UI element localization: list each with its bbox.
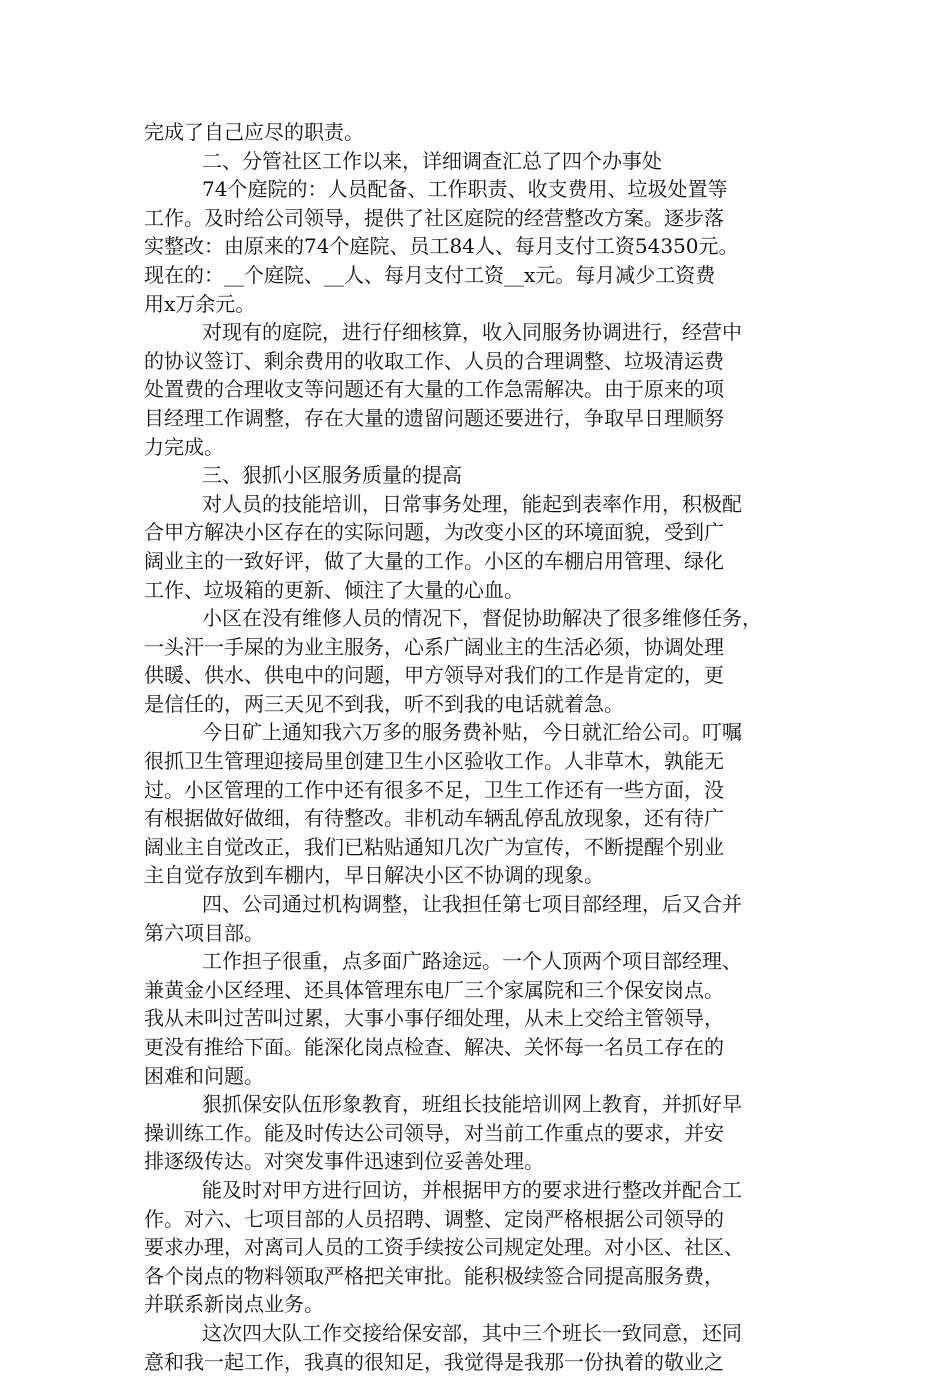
text-line: 今日矿上通知我六万多的服务费补贴，今日就汇给公司。叮嘱 (202, 720, 742, 745)
text-line: 二、分管社区工作以来，详细调查汇总了四个办事处 (202, 148, 662, 173)
paragraph (144, 1176, 808, 1319)
text-line: 有根据做好做细，有待整改。非机动车辆乱停乱放现象，还有待广 (144, 806, 724, 831)
text-line: 对现有的庭院，进行仔细核算，收入同服务协调进行，经营中 (202, 320, 742, 345)
text-line: 阔业主自觉改正，我们已粘贴通知几次广为宣传，不断提醒个别业 (144, 834, 724, 859)
text-line: 并联系新岗点业务。 (144, 1292, 324, 1317)
text-line: 阔业主的一致好评，做了大量的工作。小区的车棚启用管理、绿化 (144, 548, 724, 573)
text-line: 操训练工作。能及时传达公司领导，对当前工作重点的要求，并安 (144, 1120, 724, 1145)
paragraph (144, 1319, 808, 1376)
text-line: 主自觉存放到车棚内，早日解决小区不协调的现象。 (144, 863, 604, 888)
paragraph (144, 461, 808, 490)
text-line: 排逐级传达。对突发事件迅速到位妥善处理。 (144, 1149, 544, 1174)
paragraph (144, 947, 808, 1090)
paragraph (144, 604, 808, 718)
text-line: 困难和问题。 (144, 1063, 264, 1088)
text-line: 处置费的合理收支等问题还有大量的工作急需解决。由于原来的项 (144, 377, 724, 402)
paragraph (144, 490, 808, 604)
text-line: 我从未叫过苦叫过累，大事小事仔细处理，从未上交给主管领导， (144, 1006, 724, 1031)
paragraph (144, 318, 808, 461)
paragraph (144, 118, 808, 147)
text-line: 很抓卫生管理迎接局里创建卫生小区验收工作。人非草木，孰能无 (144, 749, 724, 774)
text-line: 兼黄金小区经理、还具体管理东电厂三个家属院和三个保安岗点。 (144, 977, 724, 1002)
text-line: 目经理工作调整，存在大量的遗留问题还要进行，争取早日理顺努 (144, 405, 724, 430)
paragraph (144, 175, 808, 318)
text-line: 对人员的技能培训，日常事务处理，能起到表率作用，积极配 (202, 491, 742, 516)
paragraph (144, 1090, 808, 1176)
text-line: 工作。及时给公司领导，提供了社区庭院的经营整改方案。逐步落 (144, 205, 724, 230)
paragraph (144, 147, 808, 176)
text-line: 供暖、供水、供电中的问题，甲方领导对我们的工作是肯定的，更 (144, 663, 724, 688)
document-body (144, 118, 808, 1376)
text-line: 完成了自己应尽的职责。 (144, 120, 364, 144)
text-line: 用x万余元。 (144, 291, 256, 316)
text-line: 小区在没有维修人员的情况下，督促协助解决了很多维修任务， (202, 606, 762, 631)
text-line: 是信任的，两三天见不到我，听不到我的电话就着急。 (144, 691, 624, 716)
text-line: 的协议签订、剩余费用的收取工作、人员的合理调整、垃圾清运费 (144, 348, 724, 373)
text-line: 能及时对甲方进行回访，并根据甲方的要求进行整改并配合工 (202, 1177, 742, 1202)
text-line: 合甲方解决小区存在的实际问题，为改变小区的环境面貌，受到广 (144, 520, 724, 545)
text-line: 各个岗点的物料领取严格把关审批。能积极续签合同提高服务费， (144, 1263, 724, 1288)
text-line: 四、公司通过机构调整，让我担任第七项目部经理，后又合并 (202, 892, 742, 917)
text-line: 过。小区管理的工作中还有很多不足，卫生工作还有一些方面，没 (144, 777, 724, 802)
text-line: 实整改：由原来的74个庭院、员工84人、每月支付工资54350元。 (144, 234, 739, 259)
text-line: 现在的：__个庭院、__人、每月支付工资__x元。每月减少工资费 (144, 262, 716, 287)
text-line: 工作、垃圾箱的更新、倾注了大量的心血。 (144, 577, 524, 602)
text-line: 狠抓保安队伍形象教育，班组长技能培训网上教育，并抓好早 (202, 1092, 742, 1117)
text-line: 更没有推给下面。能深化岗点检查、解决、关怀每一名员工存在的 (144, 1035, 724, 1059)
text-line: 第六项目部。 (144, 920, 264, 945)
text-line: 这次四大队工作交接给保安部，其中三个班长一致同意，还同 (202, 1320, 742, 1345)
text-line: 一头汗一手屎的为业主服务，心系广阔业主的生活必须，协调处理 (144, 634, 724, 659)
paragraph (144, 718, 808, 890)
text-line: 力完成。 (144, 434, 224, 459)
text-line: 三、狠抓小区服务质量的提高 (202, 463, 462, 488)
text-line: 74个庭院的：人员配备、工作职责、收支费用、垃圾处置等 (202, 177, 728, 202)
text-line: 要求办理，对离司人员的工资手续按公司规定处理。对小区、社区、 (144, 1235, 744, 1260)
text-line: 意和我一起工作，我真的很知足，我觉得是我那一份执着的敬业之 (144, 1349, 724, 1374)
text-line: 作。对六、七项目部的人员招聘、调整、定岗严格根据公司领导的 (144, 1206, 724, 1231)
text-line: 工作担子很重，点多面广路途远。一个人顶两个项目部经理、 (202, 949, 742, 974)
paragraph (144, 890, 808, 947)
